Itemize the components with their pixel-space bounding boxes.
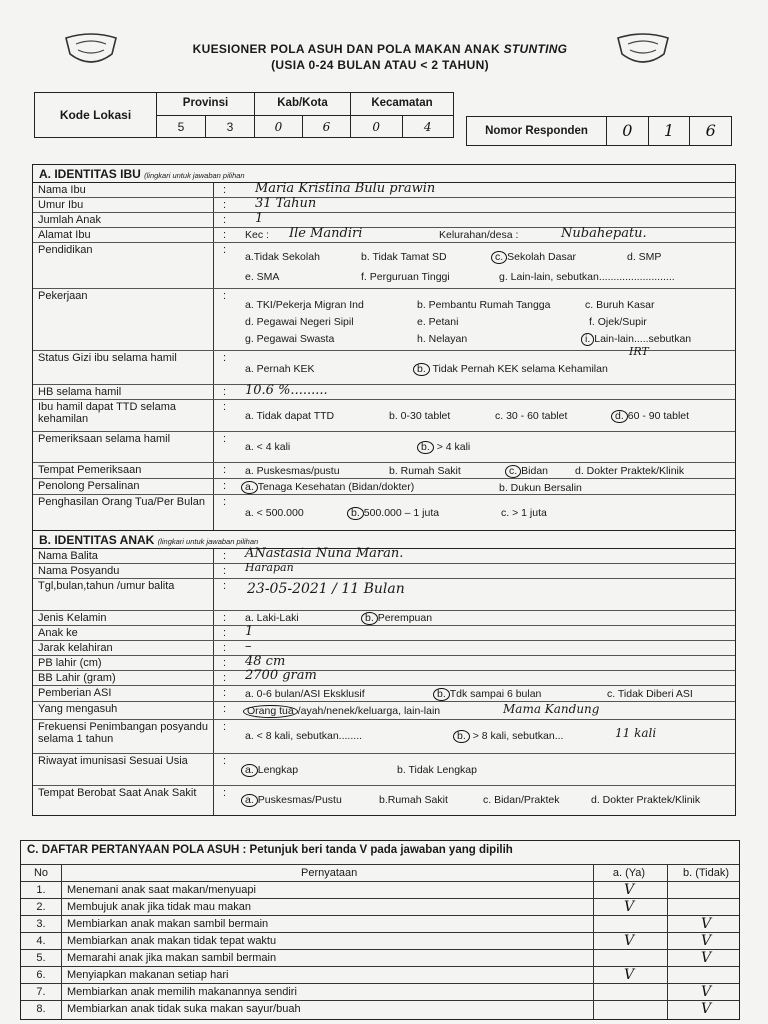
- respondent-number-box: Nomor Responden 0 1 6: [466, 116, 732, 146]
- immunization-row: Riwayat imunisasi Sesuai Usia : a. Lengkap b. Tidak Lengkap: [33, 754, 735, 786]
- row-number: 5.: [36, 952, 46, 964]
- kabkota-digit: 0: [255, 116, 303, 137]
- section-c-heading: C. DAFTAR PERTANYAAN POLA ASUH : Petunjuk beri tanda V pada jawaban yang dipilih: [27, 844, 513, 856]
- location-code-box: [34, 92, 454, 138]
- hb-row: HB selama hamil : 10.6 %.........: [33, 385, 735, 400]
- mother-name-row: Nama Ibu : Maria Kristina Bulu prawin: [33, 183, 735, 198]
- table-row: [21, 932, 739, 949]
- table-header-row: No Pernyataan a. (Ya) b. (Tidak): [21, 864, 739, 881]
- table-row: [21, 881, 739, 898]
- table-row: [21, 1000, 739, 1017]
- breastfeeding-row: Pemberian ASI : a. 0-6 bulan/ASI Eksklusif b. Tdk sampai 6 bulan c. Tidak Diberi ASI: [33, 686, 735, 702]
- question-text: Membujuk anak jika tidak mau makan: [67, 901, 252, 913]
- checkmark-yes: V: [623, 899, 635, 915]
- question-text: Membiarkan anak memilih makanannya sendiri: [67, 986, 297, 998]
- provinsi-digit: 5: [157, 116, 206, 137]
- birth-helper-row: Penolong Persalinan : a. Tenaga Kesehatan (Bidan/dokter) b. Dukun Bersalin: [33, 479, 735, 495]
- checkmark-no: V: [700, 950, 712, 966]
- ttd-row: Ibu hamil dapat TTD selama kehamilan : a. Tidak dapat TTD b. 0-30 tablet c. 30 - 60 tablet d. 60 - 90 tablet: [33, 400, 735, 432]
- education-row: Pendidikan : a.Tidak Sekolah b. Tidak Tamat SD c. Sekolah Dasar d. SMP e. SMA f. Perguruan Tinggi g. Lain-lain, sebutkan..........................: [33, 243, 735, 289]
- kabkota-digit: 6: [322, 120, 331, 134]
- checkmark-no: V: [700, 933, 712, 949]
- row-number: 8.: [36, 1003, 46, 1015]
- checkmark-yes: V: [623, 882, 635, 898]
- respondent-digit: 1: [649, 117, 691, 145]
- gender-row: Jenis Kelamin : a. Laki-Laki b. Perempuan: [33, 611, 735, 626]
- row-number: 1.: [36, 884, 46, 896]
- emblem-icon: [62, 32, 120, 68]
- section-b-heading: B. IDENTITAS ANAK (lingkari untuk jawaban pilihan: [33, 531, 735, 549]
- occupation-row: Pekerjaan : a. TKI/Pekerja Migran Ind b. Pembantu Rumah Tangga c. Buruh Kasar d. Pegawai Negeri Sipil e. Petani f. Ojek/Supir g. Pegawai Swasta h. Nelayan i. Lain-lain.....sebutkan: [33, 289, 735, 351]
- form-subtitle: (USIA 0-24 BULAN ATAU < 2 TAHUN): [271, 58, 489, 72]
- weighing-frequency-row: Frekuensi Penimbangan posyandu selama 1 tahun : a. < 8 kali, sebutkan........ b. > 8 kali, sebutkan... 11 kali: [33, 720, 735, 754]
- row-number: 2.: [36, 901, 46, 913]
- provinsi-group: Provinsi 5 3: [157, 93, 255, 137]
- table-row: [21, 915, 739, 932]
- row-number: 7.: [36, 986, 46, 998]
- location-label: Kode Lokasi: [35, 93, 157, 137]
- treatment-place-row: Tempat Berobat Saat Anak Sakit : a. Puskesmas/Pustu b.Rumah Sakit c. Bidan/Praktek d. Dokter Praktek/Klinik: [38, 787, 701, 806]
- table-row: [21, 898, 739, 915]
- question-text: Membiarkan anak makan tidak tepat waktu: [67, 935, 277, 947]
- mother-age-row: Umur Ibu : 31 Tahun: [33, 198, 735, 213]
- birthdate-row: Tgl,bulan,tahun /umur balita : 23-05-2021 / 11 Bulan: [33, 579, 735, 611]
- mother-name-value: Maria Kristina Bulu prawin: [255, 181, 436, 196]
- checkmark-no: V: [700, 916, 712, 932]
- checkmark-yes: V: [623, 933, 635, 949]
- form-title: KUESIONER POLA ASUH DAN POLA MAKAN ANAK STUNTING: [192, 42, 568, 56]
- respondent-digit: 6: [705, 121, 716, 140]
- child-order-row: Anak ke : 1: [33, 626, 735, 641]
- kecamatan-digit: 0: [351, 116, 403, 137]
- kecamatan-digit: 4: [423, 120, 432, 134]
- checkmark-yes: V: [623, 967, 635, 983]
- exam-count-row: Pemeriksaan selama hamil : a. < 4 kali b. > 4 kali: [33, 432, 735, 463]
- table-row: [21, 949, 739, 966]
- row-number: 3.: [36, 918, 46, 930]
- question-text: Memarahi anak jika makan sambil bermain: [67, 952, 277, 964]
- child-count-row: Jumlah Anak : 1: [33, 213, 735, 228]
- row-number: 6.: [36, 969, 46, 981]
- question-text: Menyiapkan makanan setiap hari: [67, 969, 229, 981]
- question-text: Membiarkan anak tidak suka makan sayur/buah: [67, 1003, 301, 1015]
- income-row: Penghasilan Orang Tua/Per Bulan : a. < 500.000 b. 500.000 – 1 juta c. > 1 juta: [33, 495, 735, 531]
- birth-weight-row: BB Lahir (gram) : 2700 gram: [33, 671, 735, 686]
- child-name-row: Nama Balita : ANastasia Nuna Maran.: [33, 549, 735, 564]
- respondent-digit: 0: [607, 117, 649, 145]
- posyandu-row: Nama Posyandu : Harapan: [33, 564, 735, 579]
- identity-form: [32, 164, 736, 816]
- question-text: Menemani anak saat makan/menyuapi: [67, 884, 256, 896]
- checkmark-no: V: [700, 1001, 712, 1017]
- checkmark-no: V: [700, 984, 712, 1000]
- kecamatan-group: Kecamatan 0 4: [351, 93, 453, 137]
- question-text: Membiarkan anak makan sambil bermain: [67, 918, 269, 930]
- caregiver-row: Yang mengasuh : Orang tua /ayah/nenek/keluarga, lain-lain Mama Kandung: [33, 702, 735, 720]
- parenting-questions-table: [20, 840, 740, 1020]
- row-number: 4.: [36, 935, 46, 947]
- exam-place-row: Tempat Pemeriksaan : a. Puskesmas/pustu b. Rumah Sakit c. Bidan d. Dokter Praktek/Klinik: [33, 463, 735, 479]
- table-row: [21, 966, 739, 983]
- provinsi-digit: 3: [226, 120, 234, 134]
- nutrition-status-row: Status Gizi ibu selama hamil : IRT a. Pernah KEK b. Tidak Pernah KEK selama Kehamilan: [33, 351, 735, 385]
- table-row: [21, 983, 739, 1000]
- birth-length-row: PB lahir (cm) : 48 cm: [33, 656, 735, 671]
- address-row: Alamat Ibu : Kec : Ile Mandiri Kelurahan/desa : Nubahepatu.: [33, 228, 735, 243]
- kabkota-group: Kab/Kota 0 6: [255, 93, 351, 137]
- birth-spacing-row: Jarak kelahiran : –: [33, 641, 735, 656]
- section-a-heading: A. IDENTITAS IBU (lingkari untuk jawaban pilihan: [33, 165, 735, 183]
